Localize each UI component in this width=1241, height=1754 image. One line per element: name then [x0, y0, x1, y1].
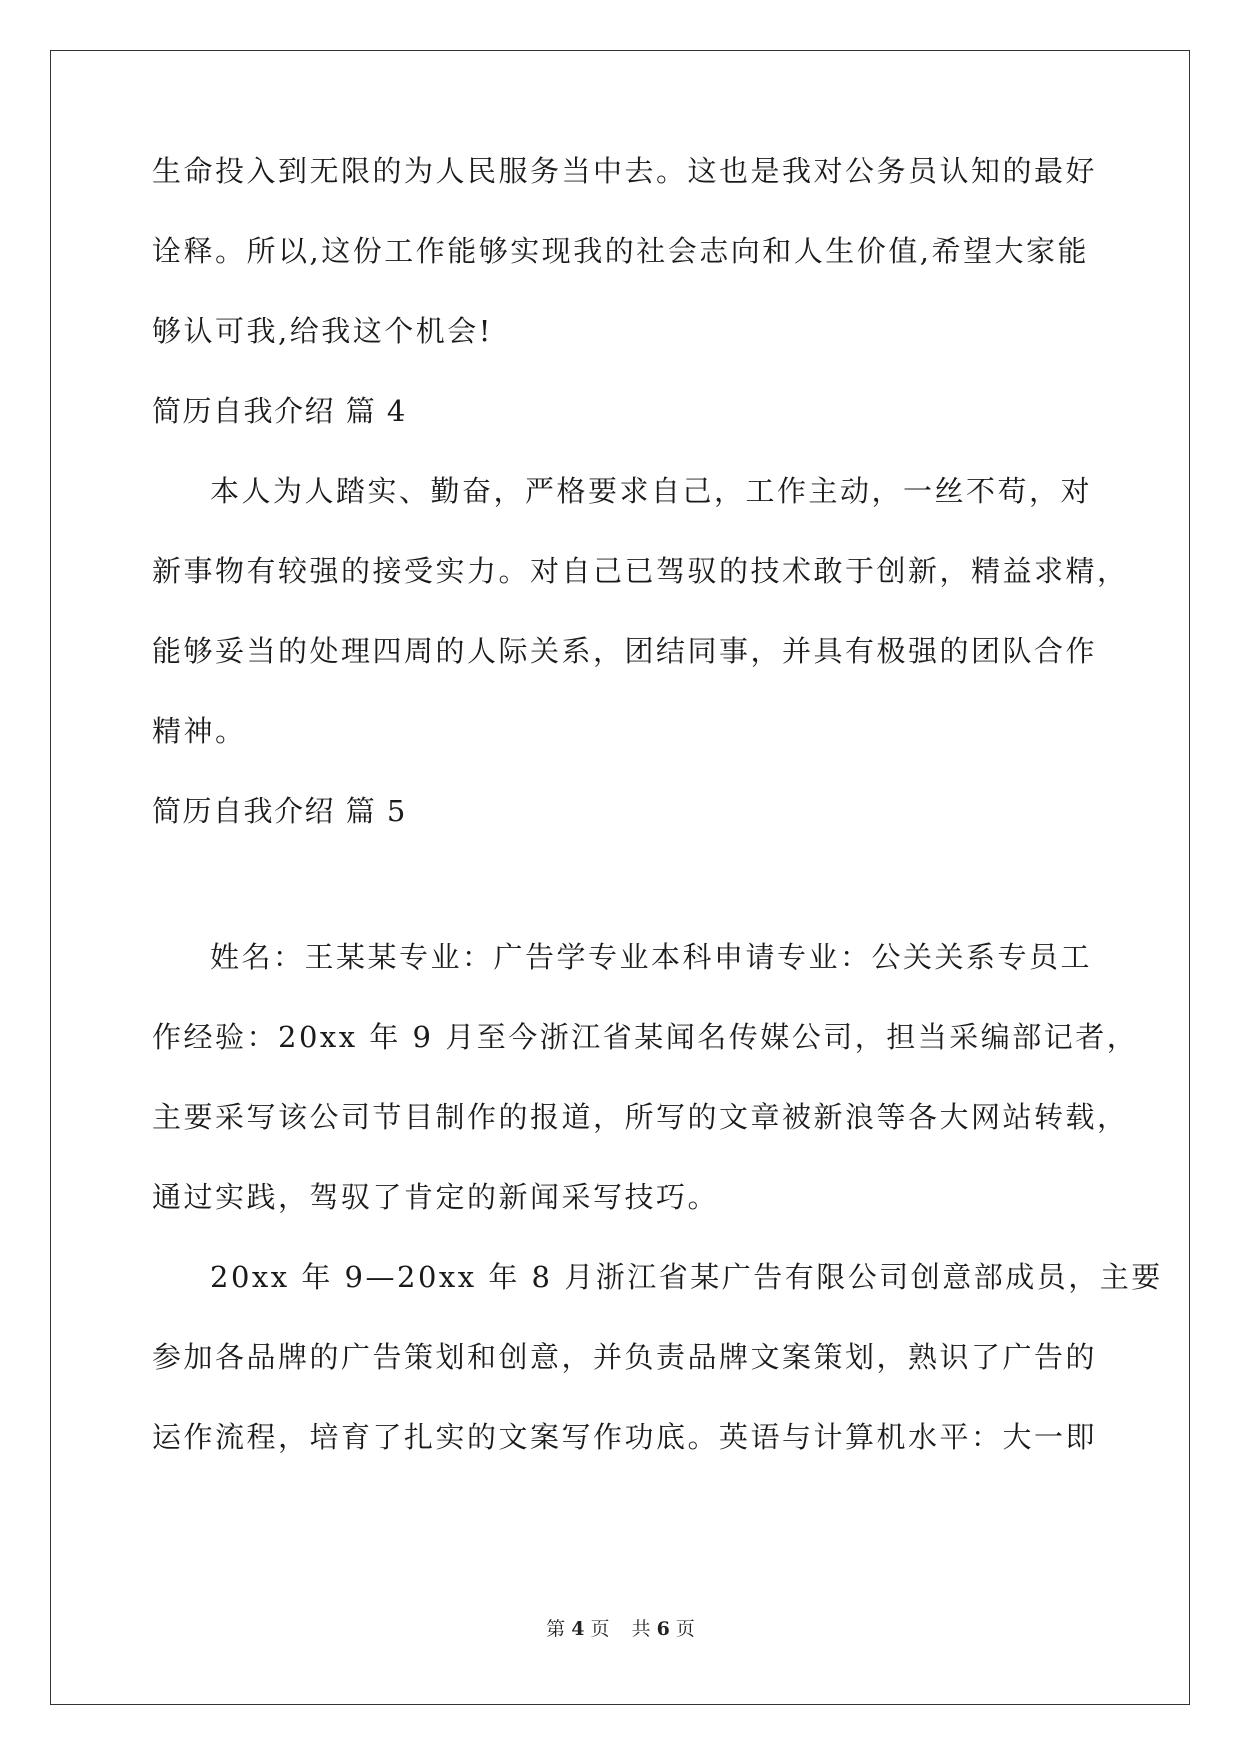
footer-total-prefix: 共	[631, 1618, 651, 1640]
body-line-15: 参加各品牌的广告策划和创意，并负责品牌文案策划，熟识了广告的	[152, 1340, 1098, 1374]
body-line-11: 作经验：20xx 年 9 月至今浙江省某闻名传媒公司，担当采编部记者，	[152, 1020, 1139, 1054]
body-line-8: 精神。	[152, 714, 247, 748]
body-line-16: 运作流程，培育了扎实的文案写作功底。英语与计算机水平：大一即	[152, 1420, 1098, 1454]
footer-current-page: 4	[571, 1618, 585, 1640]
footer-total-suffix: 页	[675, 1618, 695, 1640]
footer-page-prefix: 第	[546, 1618, 566, 1640]
body-line-10: 姓名：王某某专业：广告学专业本科申请专业：公关关系专员工	[210, 940, 1093, 974]
section-heading-4: 简历自我介绍 篇 4	[152, 394, 407, 428]
body-line-2: 诠释。所以,这份工作能够实现我的社会志向和人生价值,希望大家能	[152, 234, 1089, 268]
body-line-7: 能够妥当的处理四周的人际关系，团结同事，并具有极强的团队合作	[152, 634, 1098, 668]
footer-page-suffix: 页	[590, 1618, 610, 1640]
body-line-13: 通过实践，驾驭了肯定的新闻采写技巧。	[152, 1180, 720, 1214]
section-heading-5: 简历自我介绍 篇 5	[152, 794, 407, 828]
body-line-3: 够认可我,给我这个机会!	[152, 314, 493, 348]
body-line-12: 主要采写该公司节目制作的报道，所写的文章被新浪等各大网站转载，	[152, 1100, 1129, 1134]
footer-total-pages: 6	[656, 1618, 670, 1640]
page-footer	[0, 1617, 1241, 1641]
body-line-1: 生命投入到无限的为人民服务当中去。这也是我对公务员认知的最好	[152, 154, 1098, 188]
body-line-14: 20xx 年 9—20xx 年 8 月浙江省某广告有限公司创意部成员，主要	[210, 1260, 1163, 1294]
body-line-5: 本人为人踏实、勤奋，严格要求自己，工作主动，一丝不苟，对	[210, 474, 1093, 508]
body-line-6: 新事物有较强的接受实力。对自己已驾驭的技术敢于创新，精益求精，	[152, 554, 1129, 588]
